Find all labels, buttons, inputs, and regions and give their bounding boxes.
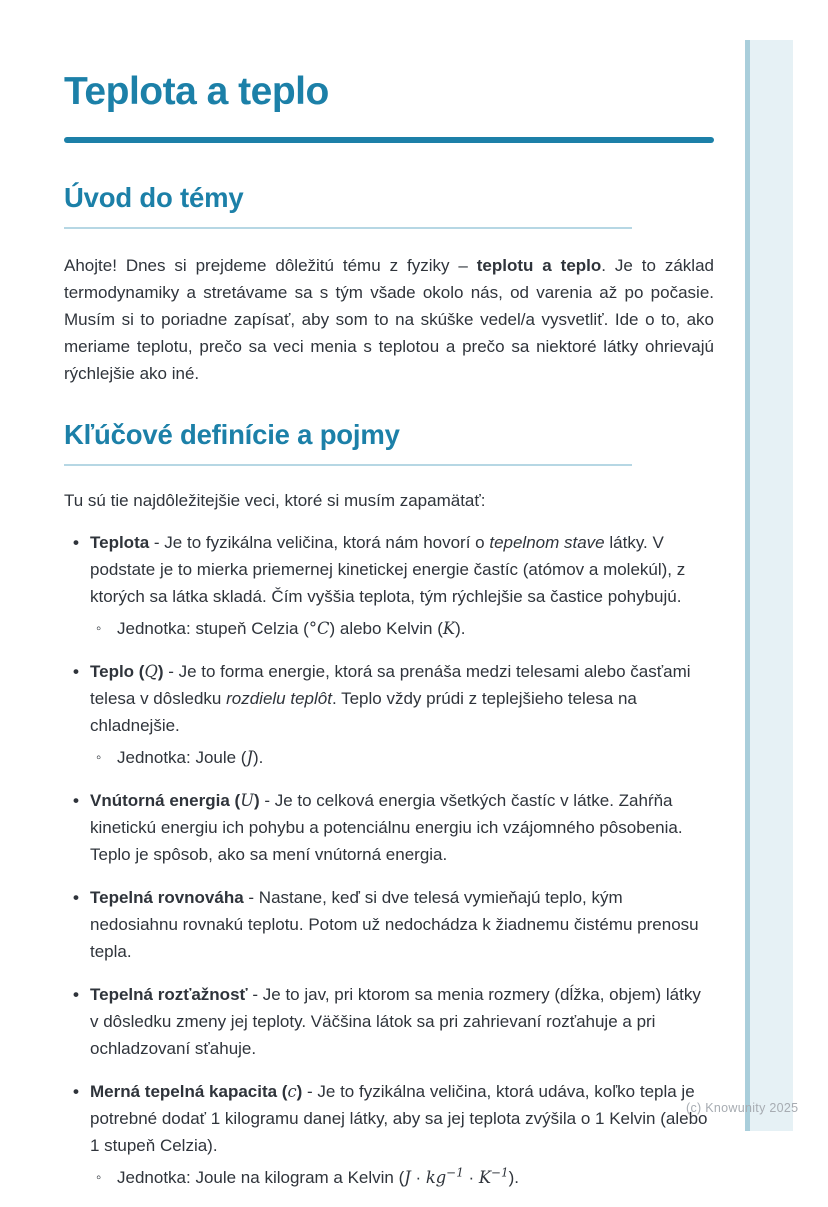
text-segment: kg [425, 1167, 447, 1187]
text-segment: ) [157, 661, 164, 681]
text-segment: tepelnom stave [489, 532, 605, 552]
section-definitions [64, 418, 714, 1191]
text-segment: Q [144, 661, 158, 681]
page-title: Teplota a teplo [64, 70, 329, 113]
text-segment: ) [253, 790, 260, 810]
text-segment: rozdielu teplôt [226, 688, 332, 708]
text-segment: . Je to základ termodynamiky a stretávame sa s tým všade okolo nás, od varenia až po počasie. Musím si to poriadne zapísať, aby som to na skúške vedel/a vysvetliť. Ide o to, ako meriame teplotu, prečo sa veci menia s teplotou a prečo sa niektoré látky ohrievajú rýchlejšie ako iné. [64, 255, 714, 383]
watermark: (c) Knowunity 2025 [686, 1101, 799, 1115]
unit-sublist [90, 1164, 714, 1191]
text-segment: −1 [446, 1165, 464, 1180]
text-segment: Tepelná rovnováha [90, 887, 244, 907]
title-divider [64, 137, 714, 143]
text-segment: J [246, 747, 254, 767]
text-segment: ). [508, 1167, 519, 1187]
text-segment: · [410, 1167, 426, 1187]
text-segment: ) alebo Kelvin ( [329, 618, 443, 638]
definitions-list [64, 529, 714, 1191]
definition-item [64, 981, 714, 1062]
definition-text [90, 529, 714, 610]
unit-item [90, 744, 714, 771]
text-segment: K [478, 1167, 492, 1187]
definition-text [90, 1078, 714, 1159]
page-content [64, 70, 714, 1207]
text-segment: - Je to celková energia všetkých častíc v látke. Zahŕňa kinetickú energiu ich pohybu a potenciálnu energiu ich vzájomného pôsobenia. Teplo je spôsob, ako sa mení vnútorná energia. [90, 790, 683, 864]
text-segment: K [442, 618, 456, 638]
text-segment: J [404, 1167, 411, 1187]
definition-text [90, 884, 714, 965]
text-segment: Vnútorná energia ( [90, 790, 241, 810]
definition-text [90, 981, 714, 1062]
definition-text [90, 787, 714, 868]
text-segment: Tepelná rozťažnosť [90, 984, 248, 1004]
unit-sublist [90, 615, 714, 642]
text-segment: - Je to forma energie, ktorá sa prenáša medzi telesami alebo časťami telesa v dôsledku [90, 661, 691, 708]
section-heading-definicie: Kľúčové definície a pojmy [64, 418, 400, 450]
text-segment: °C [308, 618, 330, 638]
section-divider [64, 227, 632, 229]
definition-item [64, 658, 714, 771]
text-segment: ). [455, 618, 466, 638]
text-segment: látky. V podstate je to mierka priemernej kinetickej energie častíc (atómov a molekúl), z ktorých sa látka skladá. Čím vyššia teplota, tým rýchlejšie sa častice pohybujú. [90, 532, 686, 606]
section-divider [64, 464, 632, 466]
text-segment: . Teplo vždy prúdi z teplejšieho telesa na chladnejšie. [90, 688, 637, 735]
text-segment: teplotu a teplo [476, 255, 602, 275]
text-segment: U [240, 790, 254, 810]
text-segment: - Je to fyzikálna veličina, ktorá udáva, koľko tepla je potrebné dodať 1 kilogramu danej látky, aby sa jej teplota zvýšila o 1 Kelvin (alebo 1 stupeň Celzia). [90, 1081, 708, 1155]
text-segment: - Je to jav, pri ktorom sa menia rozmery (dĺžka, objem) látky v dôsledku zmeny jej teploty. Väčšina látok sa pri zahrievaní rozťahuje a pri ochladzovaní sťahuje. [90, 984, 701, 1058]
definition-item [64, 884, 714, 965]
text-segment: c [287, 1081, 297, 1101]
unit-sublist [90, 744, 714, 771]
text-segment: · [463, 1167, 479, 1187]
page-edge-band [745, 40, 793, 1131]
definition-text [90, 658, 714, 739]
text-segment: Jednotka: stupeň Celzia ( [117, 618, 309, 638]
text-segment: −1 [491, 1165, 509, 1180]
section-heading-uvod: Úvod do témy [64, 181, 244, 213]
unit-item [90, 1164, 714, 1191]
definition-item [64, 1078, 714, 1191]
text-segment: Teplo ( [90, 661, 145, 681]
text-segment: - Je to fyzikálna veličina, ktorá nám hovorí o [149, 532, 490, 552]
list-intro-line: Tu sú tie najdôležitejšie veci, ktoré si musím zapamätať: [64, 490, 486, 510]
text-segment: Jednotka: Joule na kilogram a Kelvin ( [117, 1167, 405, 1187]
definition-item [64, 787, 714, 868]
definition-item [64, 529, 714, 642]
intro-paragraph [64, 252, 714, 387]
unit-item [90, 615, 714, 642]
text-segment: ) [296, 1081, 303, 1101]
text-segment: Teplota [90, 532, 150, 552]
text-segment: ). [253, 747, 264, 767]
text-segment: - Nastane, keď si dve telesá vymieňajú teplo, kým nedosiahnu rovnakú teplotu. Potom už nedochádza k žiadnemu čistému prenosu tepla. [90, 887, 699, 961]
text-segment: Merná tepelná kapacita ( [90, 1081, 288, 1101]
text-segment: Jednotka: Joule ( [117, 747, 247, 767]
section-intro [64, 181, 714, 387]
text-segment: Ahojte! Dnes si prejdeme dôležitú tému z fyziky – [64, 255, 477, 275]
